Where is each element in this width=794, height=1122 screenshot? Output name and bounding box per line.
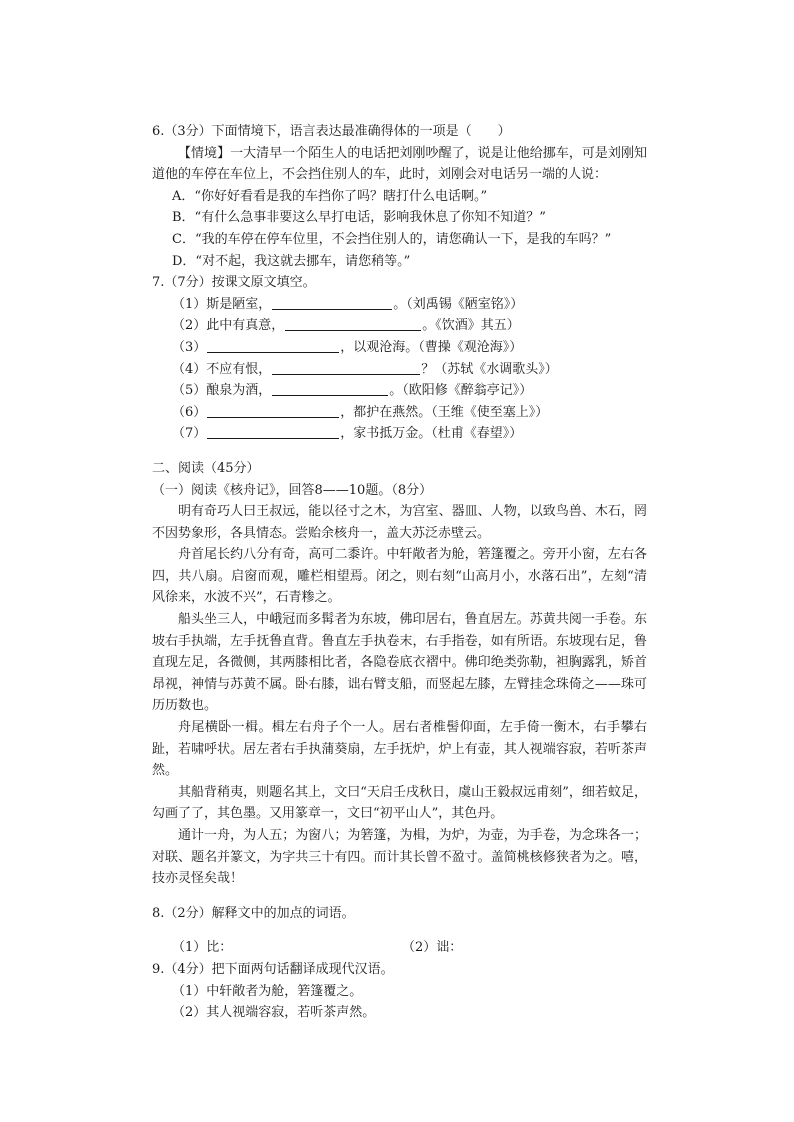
q7-item-5-blank[interactable]: [272, 381, 388, 396]
q7-item-7-after: ，家书抵万金。（杜甫《春望》）: [340, 426, 523, 442]
q8-items: [152, 937, 647, 959]
q8-gap: [152, 924, 647, 937]
q6-option-d: D．“对不起，我这就去挪车，请您稍等。”: [172, 253, 411, 269]
q7-item-5-after: 。（欧阳修《醉翁亭记》）: [389, 383, 533, 399]
q7-item-6-num: （6）: [172, 404, 207, 420]
passage-paragraph-1: 明有奇巧人曰王叔远，能以径寸之木，为宫室、器皿、人物，以致鸟兽、木石，罔不因势象形，各具情态。尝贻余核舟一，盖大苏泛赤壁云。: [152, 504, 647, 541]
q8-item-2: （2）诎：: [402, 940, 463, 956]
q7-item-5: [152, 380, 647, 402]
q7-item-2-after: 。《饮酒》其五）: [422, 318, 520, 334]
q7-item-4: [152, 359, 647, 381]
passage-paragraph-3: 船头坐三人，中峨冠而多髯者为东坡，佛印居右，鲁直居左。苏黄共阅一手卷。东坡右手执端，左手抚鲁直背。鲁直左手执卷末，右手指卷，如有所语。东坡现右足，鲁直现左足，各微侧，其两膝相比者，各隐卷底衣褶中。佛印绝类弥勒，袒胸露乳，矫首昂视，神情与苏黄不属。卧右膝，诎右臂支船，而竖起左膝，左臂挂念珠倚之——珠可历历数也。: [152, 612, 647, 714]
q7-item-5-num: （5）: [172, 383, 207, 399]
q7-item-1-after: 。（刘禹锡《陋室铭》）: [393, 296, 524, 312]
q7-item-6-after: ，都护在燕然。（王维《使至塞上》）: [340, 404, 549, 420]
q7-item-3-after: ，以观沧海。（曹操《观沧海》）: [340, 339, 523, 355]
q6-situation: 【情境】一大清早一个陌生人的电话把刘刚吵醒了，说是让他给挪车，可是刘刚知道他的车停在车位上，不会挡住别人的车，此时，刘刚会对电话另一端的人说：: [152, 145, 647, 183]
q6-option-c: C．“我的车停在停车位里，不会挡住别人的，请您确认一下，是我的车吗？”: [172, 231, 612, 247]
q7-item-4-num: （4）: [172, 361, 207, 377]
q7-item-3-num: （3）: [172, 339, 207, 355]
q6-stem: 6.（3分）下面情境下，语言表达最准确得体的一项是（ ）: [152, 124, 511, 139]
q7-item-2: [152, 315, 647, 337]
exam-content: [152, 121, 647, 1024]
q6-option-a: A．“你好好看看是我的车挡你了吗？瞎打什么电话啊。”: [172, 188, 488, 204]
q7-item-4-after: ？（苏轼《水调歌头》）: [421, 361, 558, 377]
q6-option-b: B．“有什么急事非要这么早打电话，影响我休息了你知不知道？”: [172, 210, 546, 226]
q9-stem: 9.（4分）把下面两句话翻译成现代汉语。: [152, 961, 394, 977]
question-gap: [152, 890, 647, 903]
q7-item-2-num: （2）: [172, 318, 207, 334]
q7-item-1-num: （1）: [172, 296, 207, 312]
passage-paragraph-4: 舟尾横卧一楫。楫左右舟子个一人。居右者椎髻仰面，左手倚一衡木，右手攀右趾，若啸呼状。居左者右手执蒲葵扇，左手抚炉，炉上有壶，其人视端容寂，若听茶声然。: [152, 720, 647, 779]
q7-item-7-num: （7）: [172, 426, 207, 442]
section2-subtitle: （一）阅读《核舟记》，回答8——10题。（8分）: [152, 482, 433, 498]
q7-item-7-blank[interactable]: [207, 424, 339, 439]
q7-item-5-before: 酿泉为酒，: [206, 383, 272, 399]
q7-item-2-before: 此中有真意，: [206, 318, 285, 334]
passage-paragraph-2: 舟首尾长约八分有奇，高可二黍许。中轩敞者为舱，箬篷覆之。旁开小窗，左右各四，共八扇。启窗而观，雕栏相望焉。闭之，则右刻“山高月小，水落石出”，左刻“清风徐来，水波不兴”，石青糁之。: [152, 547, 647, 606]
q7-item-3-blank[interactable]: [207, 338, 339, 353]
q7-item-2-blank[interactable]: [285, 316, 421, 331]
q7-item-6: [152, 402, 647, 424]
q7-item-1: [152, 294, 647, 316]
passage-paragraph-6: 通计一舟，为人五；为窗八；为箬篷，为楫，为炉，为壶，为手卷，为念珠各一；对联、题名并篆文，为字共三十有四。而计其长曾不盈寸。盖简桃核修狭者为之。嘻，技亦灵怪矣哉！: [152, 828, 647, 887]
q7-item-3: [152, 337, 647, 359]
q7-item-1-blank[interactable]: [272, 295, 392, 310]
passage-paragraph-5: 其船背稍夷，则题名其上，文曰“天启壬戌秋日，虞山王毅叔远甫刻”，细若蚊足，勾画了了，其色墨。又用篆章一，文曰“初平山人”，其色丹。: [152, 784, 647, 822]
q9-item-2: （2）其人视端容寂，若听茶声然。: [172, 1005, 376, 1021]
q7-stem: 7.（7分）按课文原文填空。: [152, 275, 316, 291]
section2-title: 二、阅读（45分）: [152, 460, 260, 476]
q7-item-4-before: 不应有恨，: [206, 361, 272, 377]
q7-item-6-blank[interactable]: [207, 403, 339, 418]
q8-item-1: （1）比：: [172, 940, 233, 956]
q7-item-1-before: 斯是陋室，: [206, 296, 272, 312]
q7-item-7: [152, 423, 647, 445]
q9-item-1: （1）中轩敞者为舱，箬篷覆之。: [172, 983, 363, 999]
q8-stem: 8.（2分）解释文中的加点的词语。: [152, 905, 355, 921]
q7-item-4-blank[interactable]: [272, 360, 420, 375]
section-gap: [152, 445, 647, 458]
